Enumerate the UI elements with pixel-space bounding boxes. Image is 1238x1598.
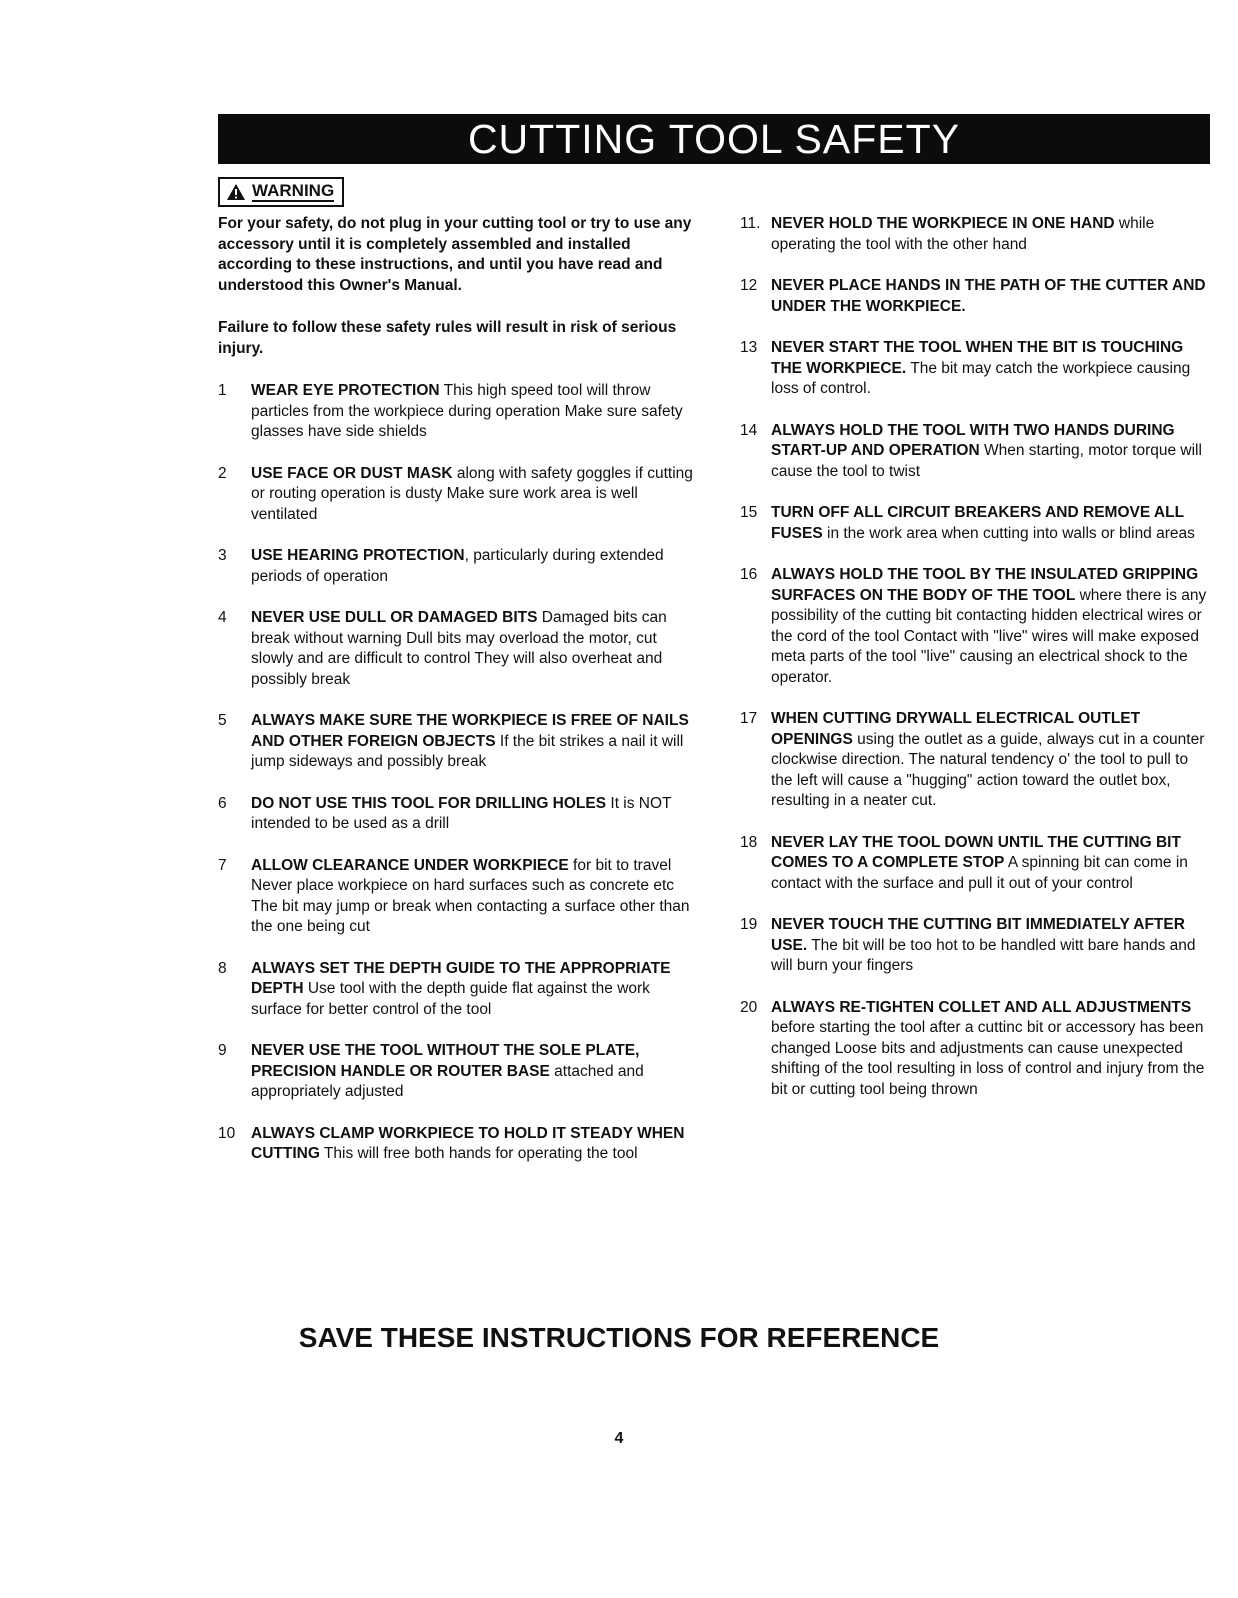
item-body: This high speed tool will throw particles from the workpiece during operation Make sure safety glasses have side shields	[251, 382, 683, 440]
item-text	[771, 276, 1210, 317]
right-column	[740, 214, 1210, 1121]
item-text	[771, 338, 1210, 400]
item-heading: NEVER START THE TOOL WHEN THE BIT IS TOUCHING THE WORKPIECE.	[771, 339, 1184, 377]
safety-item	[218, 464, 698, 526]
item-heading: WHEN CUTTING DRYWALL ELECTRICAL OUTLET OPENINGS	[771, 710, 1141, 748]
item-heading: ALWAYS CLAMP WORKPIECE TO HOLD IT STEADY WHEN CUTTING	[251, 1124, 685, 1162]
page-title: CUTTING TOOL SAFETY	[467, 115, 961, 162]
item-number: 19	[740, 916, 758, 933]
item-text	[251, 1041, 698, 1103]
item-number: 3	[218, 547, 227, 564]
item-heading: WEAR EYE PROTECTION	[251, 382, 440, 399]
item-number: 12	[740, 277, 758, 294]
item-number: 20	[740, 998, 758, 1016]
item-heading: NEVER LAY THE TOOL DOWN UNTIL THE CUTTING BIT COMES TO A COMPLETE STOP	[771, 833, 1181, 871]
item-number: 6	[218, 794, 227, 812]
item-number: 13	[740, 339, 758, 356]
item-body: , particularly during extended periods of operation	[251, 547, 664, 585]
safety-item	[740, 338, 1210, 400]
item-heading: USE FACE OR DUST MASK	[251, 464, 453, 482]
item-text	[251, 464, 698, 526]
safety-item	[218, 1041, 698, 1103]
item-body: while operating the tool with the other hand	[771, 215, 1155, 253]
item-body: in the work area when cutting into walls or blind areas	[822, 524, 1195, 542]
safety-item	[740, 503, 1210, 544]
item-heading: NEVER HOLD THE WORKPIECE IN ONE HAND	[771, 215, 1115, 232]
item-body: If the bit strikes a nail it will jump sideways and possibly break	[251, 732, 684, 770]
safety-item	[740, 276, 1210, 317]
safety-item	[740, 833, 1210, 895]
item-body: along with safety goggles if cutting or routing operation is dusty Make sure work area is well ventilated	[251, 464, 693, 523]
item-heading: NEVER USE THE TOOL WITHOUT THE SOLE PLATE, PRECISION HANDLE OR ROUTER BASE	[251, 1042, 640, 1080]
item-number: 4	[218, 609, 227, 626]
item-heading: ALWAYS HOLD THE TOOL BY THE INSULATED GRIPPING SURFACES ON THE BODY OF THE TOOL	[771, 566, 1199, 604]
page-number: 4	[614, 1430, 624, 1447]
item-number: 16	[740, 566, 758, 583]
item-body: A spinning bit can come in contact with the surface and pull it out of your control	[771, 854, 1188, 892]
item-number: 5	[218, 712, 227, 729]
item-text	[771, 998, 1210, 1101]
item-number: 17	[740, 710, 758, 727]
item-body: Use tool with the depth guide flat against the work surface for better control of the tool	[251, 980, 650, 1018]
item-text	[771, 421, 1210, 483]
safety-item	[218, 546, 698, 587]
safety-item	[740, 915, 1210, 977]
item-text	[251, 959, 698, 1021]
item-text	[251, 711, 698, 773]
item-body: When starting, motor torque will cause the tool to twist	[771, 442, 1202, 480]
safety-item	[740, 565, 1210, 688]
left-column	[218, 214, 698, 1186]
item-heading: ALWAYS RE-TIGHTEN COLLET AND ALL ADJUSTMENTS	[771, 998, 1192, 1016]
item-text	[251, 1124, 698, 1165]
item-body: It is NOT intended to be used as a drill	[251, 794, 672, 832]
item-heading: TURN OFF ALL CIRCUIT BREAKERS AND REMOVE ALL FUSES	[771, 504, 1184, 542]
item-text	[771, 709, 1210, 812]
item-text	[771, 503, 1210, 544]
item-number: 7	[218, 856, 227, 874]
item-heading: USE HEARING PROTECTION	[251, 547, 465, 564]
safety-item	[218, 608, 698, 690]
item-text	[251, 381, 698, 443]
item-text	[771, 214, 1210, 255]
item-body: for bit to travel Never place workpiece on hard surfaces such as concrete etc The bit may jump or break when contacting a surface other than the one being cut	[251, 856, 690, 935]
item-number: 2	[218, 464, 227, 482]
item-number: 18	[740, 833, 758, 851]
item-body: attached and appropriately adjusted	[251, 1062, 644, 1100]
item-body: before starting the tool after a cuttinc bit or accessory has been changed Loose bits and adjustments can cause unexpected shifting of the tool resulting in loss of control and injury from the bit or cutting tool being thrown	[771, 1019, 1205, 1098]
item-heading: ALWAYS MAKE SURE THE WORKPIECE IS FREE OF NAILS AND OTHER FOREIGN OBJECTS	[251, 712, 689, 750]
safety-item	[740, 421, 1210, 483]
item-body: The bit may catch the workpiece causing loss of control.	[771, 359, 1191, 397]
save-instructions-heading: SAVE THESE INSTRUCTIONS FOR REFERENCE	[298, 1322, 940, 1353]
item-number: 8	[218, 959, 227, 977]
item-text	[251, 794, 698, 835]
item-text	[251, 546, 698, 587]
item-heading: ALWAYS HOLD THE TOOL WITH TWO HANDS DURING START-UP AND OPERATION	[771, 421, 1175, 459]
item-heading: NEVER PLACE HANDS IN THE PATH OF THE CUTTER AND UNDER THE WORKPIECE.	[771, 277, 1206, 315]
item-body: Damaged bits can break without warning Dull bits may overload the motor, cut slowly and are difficult to control They will also overheat and possibly break	[251, 609, 667, 688]
safety-item	[218, 1124, 698, 1165]
safety-item	[218, 959, 698, 1021]
item-text	[251, 608, 698, 690]
item-number: 9	[218, 1042, 227, 1059]
item-number: 15	[740, 504, 758, 521]
safety-item	[218, 794, 698, 835]
safety-item	[740, 214, 1210, 255]
item-body: This will free both hands for operating the tool	[319, 1145, 638, 1162]
safety-item	[218, 856, 698, 938]
item-number: 1	[218, 382, 227, 399]
item-number: 14	[740, 421, 758, 439]
item-number: 11.	[740, 215, 761, 232]
item-body: where there is any possibility of the cutting bit contacting hidden electrical wires or the cord of the tool Contact with "live" wires will make exposed meta parts of the tool "live" causing an electrical shock to the operator.	[771, 586, 1207, 686]
item-heading: NEVER TOUCH THE CUTTING BIT IMMEDIATELY AFTER USE.	[771, 916, 1185, 954]
safety-item	[740, 998, 1210, 1101]
safety-item	[740, 709, 1210, 812]
warning-intro: For your safety, do not plug in your cutting tool or try to use any accessory until it is completely assembled and installed according to these instructions, and until you have read and understood this Owner's Manual.	[218, 215, 692, 294]
warning-label-box	[218, 177, 344, 207]
safety-item	[218, 381, 698, 443]
item-body: The bit will be too hot to be handled witt bare hands and will burn your fingers	[771, 936, 1196, 974]
item-heading: NEVER USE DULL OR DAMAGED BITS	[251, 609, 538, 626]
safety-item	[218, 711, 698, 773]
item-body: using the outlet as a guide, always cut in a counter clockwise direction. The natural tendency o' the tool to pull to the left will cause a "hugging" action toward the outlet box, resulting in a neater cut.	[771, 730, 1205, 809]
item-heading: DO NOT USE THIS TOOL FOR DRILLING HOLES	[251, 794, 607, 812]
page-title-banner	[218, 114, 1210, 164]
item-text	[251, 856, 698, 938]
item-heading: ALWAYS SET THE DEPTH GUIDE TO THE APPROPRIATE DEPTH	[251, 959, 671, 997]
item-text	[771, 833, 1210, 895]
item-text	[771, 915, 1210, 977]
item-number: 10	[218, 1124, 236, 1142]
warning-label: WARNING	[252, 181, 335, 200]
item-text	[771, 565, 1210, 688]
warning-triangle-icon	[226, 183, 246, 201]
warning-consequence: Failure to follow these safety rules will result in risk of serious injury.	[218, 319, 677, 357]
item-heading: ALLOW CLEARANCE UNDER WORKPIECE	[251, 856, 569, 874]
